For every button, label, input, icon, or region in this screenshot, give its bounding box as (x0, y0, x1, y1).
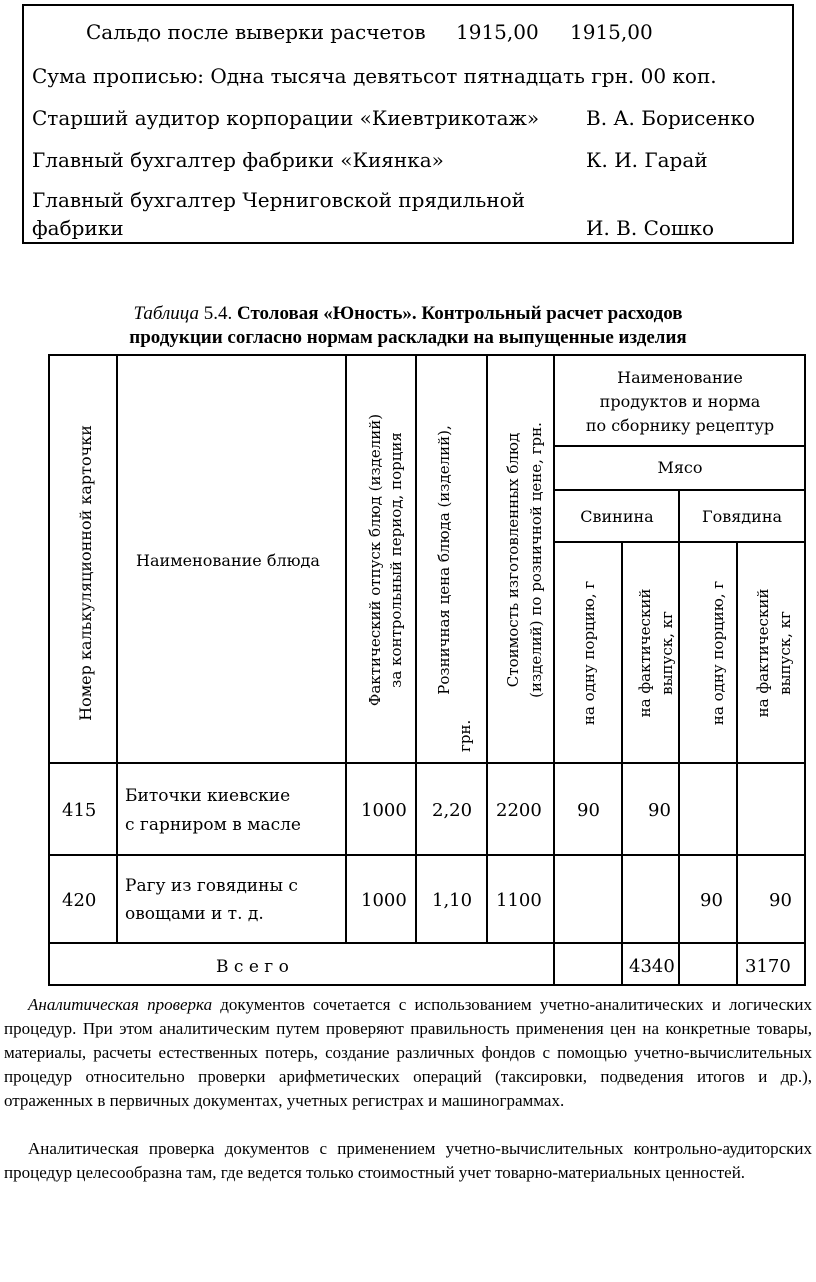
paragraph-1-text: документов сочетается с использованием учетно-аналитических и логических процедур. При этом аналитическим путем проверяют правильность применения цен на конкретные товары, материалы, расчеты естественных потерь, создание различных фондов с помощью учетно-вычислительных процедур относительно проверки арифметических операций (таксировки, подведения итогов и др.), отраженных в первичных документах, учетных регистрах и машинограммах. (4, 995, 812, 1110)
auditor-title: Старший аудитор корпорации «Киевтрикотаж» (32, 106, 540, 130)
total-label: В с е г о (216, 957, 289, 977)
header-cost-2: (изделий) по розничной цене, грн. (527, 422, 545, 698)
row2-price: 1,10 (432, 890, 473, 911)
total-pork-kg: 4340 (629, 956, 675, 977)
paragraph-1 (4, 993, 812, 1113)
header-pork: Свинина (580, 507, 654, 526)
header-products-3: по сборнику рецептур (585, 416, 775, 435)
table-total-row (216, 956, 791, 977)
header-dish-name: Наименование блюда (136, 551, 320, 570)
balance-value-2: 1915,00 (570, 20, 653, 44)
row1-dish-1: Биточки киевские (125, 786, 291, 806)
balance-value-1: 1915,00 (456, 20, 539, 44)
row2-beef-kg: 90 (769, 890, 792, 911)
caption-title-2: продукции согласно нормам раскладки на выпущенные изделия (129, 327, 687, 348)
row1-pork-kg: 90 (648, 800, 671, 821)
header-pork-per-portion: на одну порцию, г (580, 580, 598, 726)
header-cost-1: Стоимость изготовленных блюд (504, 432, 522, 688)
header-pork-actual-2: выпуск, кг (658, 611, 676, 695)
row1-qty: 1000 (361, 800, 407, 821)
header-products-2: продуктов и норма (599, 392, 761, 411)
row2-qty: 1000 (361, 890, 407, 911)
header-beef-actual-2: выпуск, кг (776, 611, 794, 695)
row2-dish-2: овощами и т. д. (125, 904, 264, 924)
header-beef: Говядина (701, 507, 783, 526)
row2-cost: 1100 (496, 890, 542, 911)
header-pork-actual-1: на фактический (636, 588, 654, 718)
header-output-2: за контрольный период, порция (387, 432, 405, 688)
header-beef-per-portion: на одну порцию, г (709, 580, 727, 726)
header-products-1: Наименование (617, 368, 743, 387)
caption-prefix: Таблица (133, 303, 199, 324)
accountant-kiyanka-title: Главный бухгалтер фабрики «Киянка» (32, 148, 444, 172)
total-beef-kg: 3170 (745, 956, 791, 977)
accountant-chernigov-title-2: фабрики (32, 216, 124, 240)
row1-dish-2: с гарниром в масле (125, 815, 301, 835)
row2-beef-g: 90 (700, 890, 723, 911)
amount-in-words: Сума прописью: Одна тысяча девятьсот пятнадцать грн. 00 коп. (32, 64, 717, 88)
header-output-1: Фактический отпуск блюд (изделий) (366, 413, 384, 707)
header-price-2: грн. (456, 719, 474, 752)
caption-number: 5.4. (198, 303, 233, 324)
caption-title-1: Столовая «Юность». Контрольный расчет расходов (232, 303, 683, 324)
header-price-1: Розничная цена блюда (изделий), (435, 425, 453, 695)
row1-cost: 2200 (496, 800, 542, 821)
row1-card: 415 (62, 800, 97, 821)
accountant-kiyanka-name: К. И. Гарай (586, 148, 708, 172)
header-beef-actual-1: на фактический (754, 588, 772, 718)
row1-pork-g: 90 (577, 800, 600, 821)
balance-label: Сальдо после выверки расчетов (86, 20, 426, 44)
paragraph-2: Аналитическая проверка документов с применением учетно-вычислительных контрольно-аудиторских процедур целесообразна там, где ведется только стоимостный учет товарно-материальных ценностей. (4, 1139, 812, 1182)
paragraph-1-lead: Аналитическая проверка (28, 995, 213, 1014)
table-row (62, 876, 792, 924)
header-card-number: Номер калькуляционной карточки (76, 425, 95, 721)
auditor-name: В. А. Борисенко (586, 106, 756, 130)
row2-dish-1: Рагу из говядины с (125, 876, 298, 896)
accountant-chernigov-title-1: Главный бухгалтер Черниговской прядильной (32, 188, 525, 212)
header-meat: Мясо (657, 458, 703, 477)
row1-price: 2,20 (432, 800, 473, 821)
accountant-chernigov-name: И. В. Сошко (586, 216, 715, 240)
table-row (62, 786, 671, 835)
row2-card: 420 (62, 890, 97, 911)
